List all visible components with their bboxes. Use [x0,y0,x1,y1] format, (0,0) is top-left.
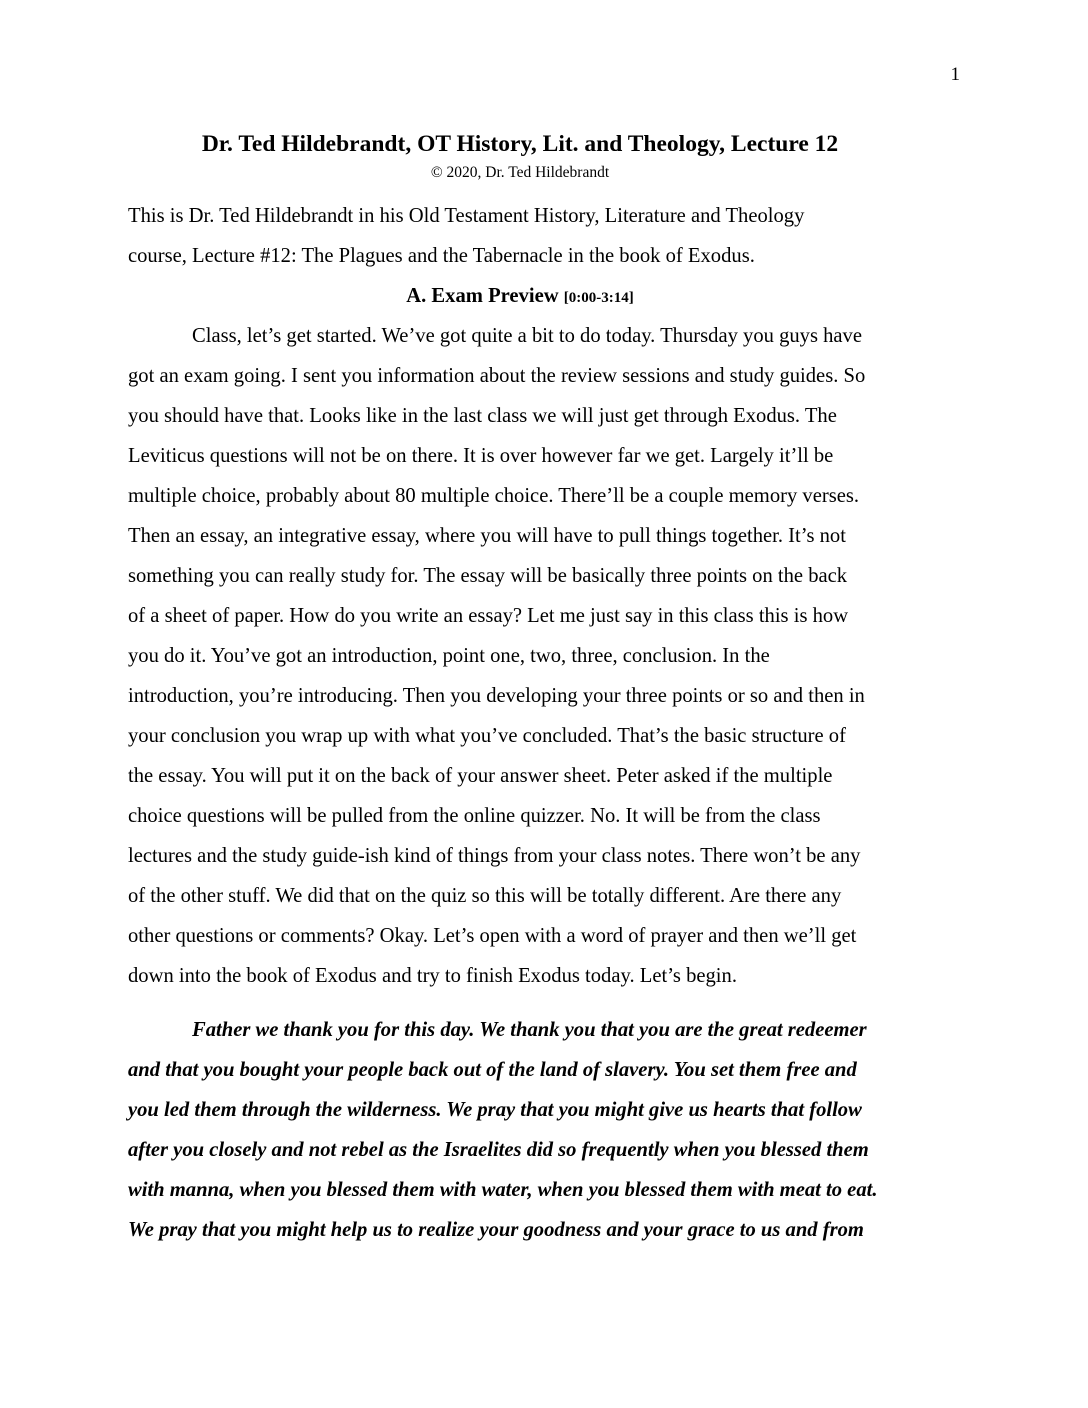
body-line: other questions or comments? Okay. Let’s open with a word of prayer and then we’ll get [128,925,857,947]
page-number: 1 [950,64,960,85]
body-paragraph [128,316,964,996]
document-title: Dr. Ted Hildebrandt, OT History, Lit. and Theology, Lecture 12 [201,131,839,157]
prayer-line: and that you bought your people back out of the land of slavery. You set them free and [128,1059,857,1081]
body-line: Class, let’s get started. We’ve got quite a bit to do today. Thursday you guys have [192,325,862,347]
prayer-paragraph [128,1010,964,1250]
body-line: you should have that. Looks like in the last class we will just get through Exodus. The [128,405,837,427]
prayer-line: with manna, when you blessed them with water, when you blessed them with meat to eat. [128,1179,878,1201]
body-line: something you can really study for. The essay will be basically three points on the back [128,565,848,587]
prayer-line: Father we thank you for this day. We thank you that you are the great redeemer [192,1019,867,1041]
body-line: you do it. You’ve got an introduction, point one, two, three, conclusion. In the [128,645,770,667]
body-line: of a sheet of paper. How do you write an essay? Let me just say in this class this is how [128,605,849,627]
body-line: of the other stuff. We did that on the quiz so this will be totally different. Are there any [128,885,842,907]
body-line: Then an essay, an integrative essay, where you will have to pull things together. It’s not [128,525,846,547]
body-line: lectures and the study guide-ish kind of things from your class notes. There won’t be any [128,845,861,867]
section-heading-text: A. Exam Preview [406,285,559,307]
body-line: choice questions will be pulled from the online quizzer. No. It will be from the class [128,805,821,827]
intro-paragraph [128,196,964,276]
prayer-line: you led them through the wilderness. We pray that you might give us hearts that follow [128,1099,862,1121]
body-line: down into the book of Exodus and try to finish Exodus today. Let’s begin. [128,965,737,987]
prayer-line: after you closely and not rebel as the Israelites did so frequently when you blessed them [128,1139,869,1161]
body-line: your conclusion you wrap up with what you’ve concluded. That’s the basic structure of [128,725,846,747]
copyright-line: © 2020, Dr. Ted Hildebrandt [430,164,610,181]
intro-line: This is Dr. Ted Hildebrandt in his Old Testament History, Literature and Theology [128,205,805,227]
section-timestamp: [0:00-3:14] [563,290,634,306]
prayer-line: We pray that you might help us to realize your goodness and your grace to us and from [128,1219,864,1241]
body-line: introduction, you’re introducing. Then you developing your three points or so and then in [128,685,865,707]
body-line: the essay. You will put it on the back of your answer sheet. Peter asked if the multiple [128,765,833,787]
intro-line: course, Lecture #12: The Plagues and the Tabernacle in the book of Exodus. [128,245,755,267]
section-heading [0,276,1040,318]
body-line: multiple choice, probably about 80 multiple choice. There’ll be a couple memory verses. [128,485,860,507]
body-line: got an exam going. I sent you information about the review sessions and study guides. So [128,365,866,387]
body-line: Leviticus questions will not be on there. It is over however far we get. Largely it’ll be [128,445,834,467]
